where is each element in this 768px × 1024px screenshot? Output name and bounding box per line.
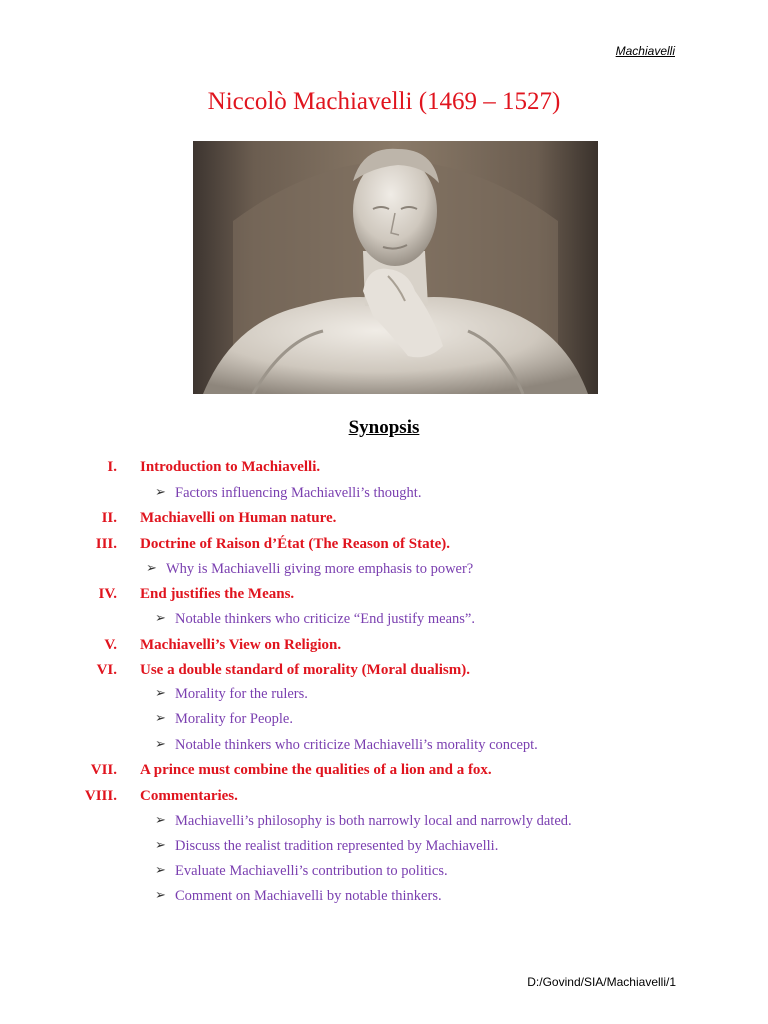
outline-subitem-text: Machiavelli’s philosophy is both narrowly local and narrowly dated. bbox=[175, 813, 572, 829]
running-header: Machiavelli bbox=[615, 44, 675, 58]
outline-numeral: VIII. bbox=[84, 788, 117, 804]
outline-item bbox=[0, 456, 768, 478]
outline-subitem-text: Evaluate Machiavelli’s contribution to politics. bbox=[175, 863, 448, 879]
synopsis-heading: Synopsis bbox=[348, 417, 420, 438]
outline-subitem bbox=[0, 835, 768, 857]
outline-item bbox=[0, 659, 768, 681]
outline-heading: Commentaries. bbox=[140, 788, 238, 804]
outline-subitem bbox=[0, 810, 768, 832]
arrow-bullet-icon: ➢ bbox=[155, 813, 166, 828]
outline-subitem-text: Factors influencing Machiavelli’s thought. bbox=[175, 485, 422, 501]
outline-item bbox=[0, 533, 768, 555]
arrow-bullet-icon: ➢ bbox=[146, 561, 157, 576]
outline-numeral: VI. bbox=[96, 662, 117, 678]
outline-heading: Machiavelli on Human nature. bbox=[140, 510, 337, 526]
outline-heading: Machiavelli’s View on Religion. bbox=[140, 637, 342, 653]
outline-subitem-text: Comment on Machiavelli by notable thinkers. bbox=[175, 888, 442, 904]
outline-subitem bbox=[0, 558, 768, 580]
outline-heading: Introduction to Machiavelli. bbox=[140, 459, 321, 475]
outline-item bbox=[0, 583, 768, 605]
outline-subitem bbox=[0, 885, 768, 907]
outline-subitem bbox=[0, 708, 768, 730]
outline-numeral: II. bbox=[101, 510, 117, 526]
outline-subitem-text: Discuss the realist tradition represented by Machiavelli. bbox=[175, 838, 499, 854]
outline-subitem bbox=[0, 482, 768, 504]
arrow-bullet-icon: ➢ bbox=[155, 888, 166, 903]
outline-subitem bbox=[0, 860, 768, 882]
outline-subitem-text: Why is Machiavelli giving more emphasis to power? bbox=[166, 561, 474, 577]
outline-numeral: IV. bbox=[98, 586, 117, 602]
outline-item bbox=[0, 507, 768, 529]
arrow-bullet-icon: ➢ bbox=[155, 485, 166, 500]
arrow-bullet-icon: ➢ bbox=[155, 711, 166, 726]
outline-subitem bbox=[0, 734, 768, 756]
outline-numeral: III. bbox=[95, 536, 117, 552]
outline-subitem-text: Notable thinkers who criticize Machiavelli’s morality concept. bbox=[175, 737, 538, 753]
footer-path: D:/Govind/SIA/Machiavelli/1 bbox=[527, 975, 676, 989]
arrow-bullet-icon: ➢ bbox=[155, 838, 166, 853]
arrow-bullet-icon: ➢ bbox=[155, 611, 166, 626]
outline-numeral: VII. bbox=[90, 762, 117, 778]
outline-heading: Doctrine of Raison d’État (The Reason of State). bbox=[140, 536, 450, 552]
arrow-bullet-icon: ➢ bbox=[155, 863, 166, 878]
outline-heading: A prince must combine the qualities of a lion and a fox. bbox=[140, 762, 492, 778]
outline-item bbox=[0, 785, 768, 807]
outline-subitem-text: Morality for the rulers. bbox=[175, 686, 308, 702]
outline-subitem-text: Notable thinkers who criticize “End justify means”. bbox=[175, 611, 475, 627]
outline-subitem-text: Morality for People. bbox=[175, 711, 293, 727]
outline-heading: End justifies the Means. bbox=[140, 586, 295, 602]
outline-numeral: I. bbox=[107, 459, 117, 475]
outline-subitem bbox=[0, 683, 768, 705]
outline-heading: Use a double standard of morality (Moral dualism). bbox=[140, 662, 470, 678]
arrow-bullet-icon: ➢ bbox=[155, 686, 166, 701]
outline-subitem bbox=[0, 608, 768, 630]
outline-numeral: V. bbox=[104, 637, 117, 653]
outline-item bbox=[0, 634, 768, 656]
outline-item bbox=[0, 759, 768, 781]
page-title: Niccolò Machiavelli (1469 – 1527) bbox=[207, 88, 561, 115]
arrow-bullet-icon: ➢ bbox=[155, 737, 166, 752]
statue-photo bbox=[193, 141, 598, 394]
